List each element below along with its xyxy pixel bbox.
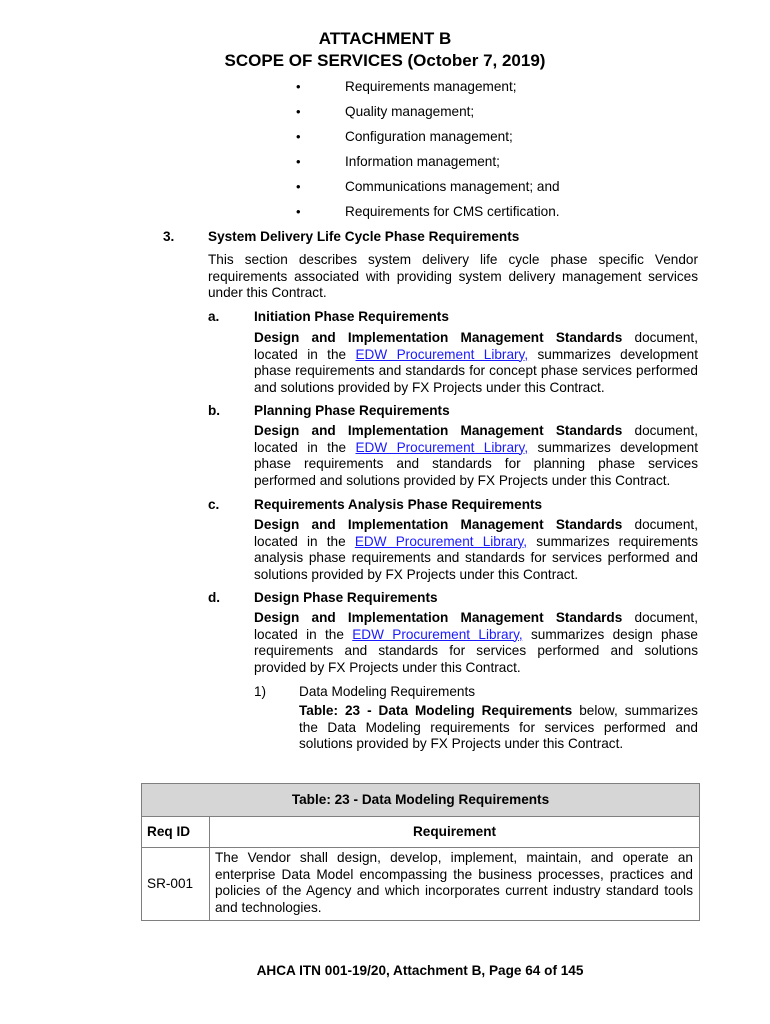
body-text: summarizes development: [528, 439, 698, 455]
subsection-letter: b.: [208, 403, 221, 418]
document-name: Design and Implementation Management Standards: [254, 330, 623, 345]
body-text: located in the: [254, 626, 353, 642]
body-text: summarizes requirements: [527, 533, 698, 549]
document-name: Design and Implementation Management Standards: [254, 423, 623, 438]
attachment-title: ATTACHMENT B: [318, 29, 452, 48]
body-text: located in the: [254, 346, 356, 362]
requirement-cell: [210, 848, 700, 921]
requirement-line: and technologies.: [215, 899, 322, 915]
item-body: [299, 703, 698, 753]
table-caption: Table: 23 - Data Modeling Requirements: [142, 784, 700, 817]
body-line: and solutions provided by FX Projects under this Contract.: [254, 379, 605, 395]
list-item: Information management;: [345, 154, 500, 169]
subsection-body: [254, 517, 698, 583]
body-text: document,: [622, 517, 698, 532]
scope-title: SCOPE OF SERVICES (October 7, 2019): [224, 51, 546, 70]
subsection-letter: d.: [208, 590, 221, 605]
requirement-line: enterprise Data Model encompassing the business processes, practices and: [215, 866, 693, 882]
body-line: solutions provided by FX Projects under this Contract.: [299, 736, 624, 751]
document-name: Design and Implementation Management Standards: [254, 517, 623, 532]
requirement-line: The Vendor shall design, develop, implement, maintain, and operate an: [215, 850, 693, 865]
body-text: located in the: [254, 439, 356, 455]
body-line: the Data Modeling requirements for services performed and: [299, 719, 698, 735]
table-row: [142, 848, 700, 921]
requirement-line: policies of the Agency and which incorporates current industry standard tools: [215, 883, 693, 898]
document-name: Design and Implementation Management Standards: [254, 610, 623, 625]
list-item: Quality management;: [345, 104, 475, 119]
data-modeling-table: [141, 783, 700, 921]
subsection-body: [254, 610, 698, 676]
subsection-body: [254, 423, 698, 489]
section-number: 3.: [163, 229, 175, 244]
table-reference: Table: 23 - Data Modeling Requirements: [299, 703, 573, 718]
bullet-icon: •: [296, 204, 301, 219]
subsection-heading: Planning Phase Requirements: [254, 403, 450, 418]
body-text: summarizes design phase: [522, 626, 698, 642]
intro-line: requirements associated with providing system delivery management services: [208, 268, 698, 284]
list-item: Communications management; and: [345, 179, 560, 194]
body-line: provided by FX Projects under this Contract.: [254, 659, 521, 675]
body-text: document,: [622, 423, 698, 438]
bullet-icon: •: [296, 154, 301, 169]
body-line: phase requirements and standards for concept phase services performed: [254, 363, 698, 378]
list-item: Requirements management;: [345, 79, 517, 94]
subsection-body: [254, 330, 698, 396]
subsection-letter: a.: [208, 309, 220, 324]
section-intro: [208, 252, 698, 302]
library-link[interactable]: EDW Procurement Library,: [352, 626, 523, 642]
column-header-requirement: Requirement: [210, 817, 700, 848]
req-id-cell: SR-001: [142, 848, 210, 921]
subsection-heading: Requirements Analysis Phase Requirements: [254, 497, 543, 512]
body-text: document,: [622, 330, 698, 345]
item-number: 1): [254, 684, 267, 699]
subsection-letter: c.: [208, 497, 220, 512]
list-item: Configuration management;: [345, 129, 513, 144]
bullet-icon: •: [296, 179, 301, 194]
column-header-req-id: Req ID: [142, 817, 210, 848]
body-text: summarizes development: [528, 346, 698, 362]
library-link[interactable]: EDW Procurement Library,: [355, 346, 529, 362]
body-text: below, summarizes: [572, 703, 698, 718]
body-text: located in the: [254, 533, 355, 549]
subsection-heading: Initiation Phase Requirements: [254, 309, 449, 324]
body-text: document,: [622, 610, 698, 625]
body-line: phase requirements and standards for planning phase services: [254, 456, 698, 471]
page-footer: AHCA ITN 001-19/20, Attachment B, Page 64 of 145: [256, 963, 584, 978]
section-heading: System Delivery Life Cycle Phase Requirements: [208, 229, 520, 244]
library-link[interactable]: EDW Procurement Library,: [354, 533, 528, 549]
bullet-icon: •: [296, 104, 301, 119]
body-line: analysis phase requirements and standards for services performed and: [254, 550, 698, 565]
subsection-heading: Design Phase Requirements: [254, 590, 438, 605]
list-item: Requirements for CMS certification.: [345, 204, 560, 219]
library-link[interactable]: EDW Procurement Library,: [355, 439, 529, 455]
item-heading: Data Modeling Requirements: [299, 684, 476, 699]
body-line: performed and solutions provided by FX Projects under this Contract.: [254, 472, 671, 488]
bullet-icon: •: [296, 129, 301, 144]
bullet-icon: •: [296, 79, 301, 94]
body-line: solutions provided by FX Projects under this Contract.: [254, 566, 579, 582]
body-line: requirements and standards for services performed and solutions: [254, 643, 698, 658]
intro-line: under this Contract.: [208, 285, 327, 300]
intro-line: This section describes system delivery life cycle phase specific Vendor: [208, 252, 698, 267]
